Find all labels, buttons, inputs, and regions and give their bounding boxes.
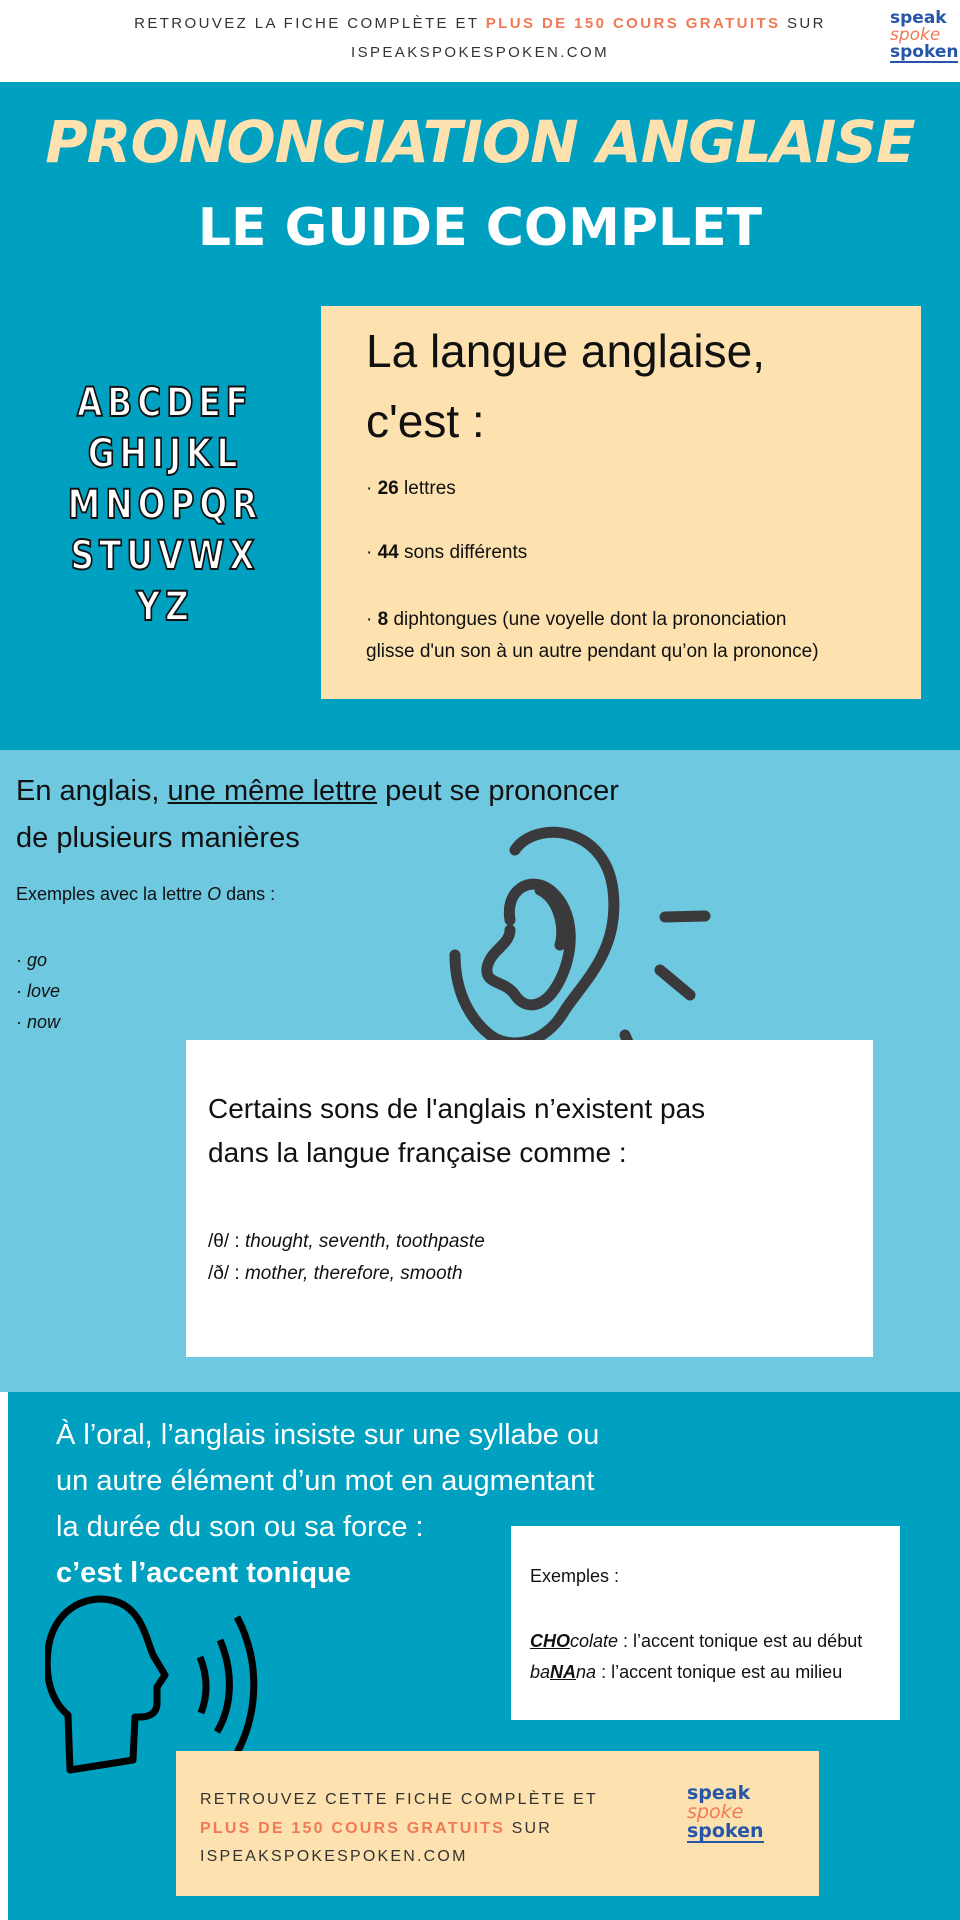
banner-url[interactable]: ISPEAKSPOKESPOKEN.COM [351,44,609,61]
label-text: Exemples avec la lettre [16,884,208,904]
phoneme-words: thought, seventh, toothpaste [244,1231,485,1252]
example-word: · go [16,950,48,970]
bullet: · [366,542,378,563]
fact-number: 44 [377,542,399,563]
alphabet-row: YZ [136,584,194,630]
intro-text: de plusieurs manières [16,822,300,854]
phoneme-item [208,1263,463,1285]
fact-text: sons différents [398,542,528,563]
intro-underline: une même lettre [167,775,378,807]
footer-banner [176,1751,819,1896]
facts-title-line: c'est : [366,395,485,447]
logo-spoke: spoke [687,1801,744,1823]
intro-text: peut se prononcer [377,775,619,807]
footer-line-2 [200,1820,552,1838]
stress-line: À l’oral, l’anglais insiste sur une syllabe ou [56,1419,600,1451]
footer-highlight: PLUS DE 150 COURS GRATUITS [200,1820,505,1837]
banner-text: SUR [780,15,826,32]
stress-example [530,1662,842,1683]
stress-line: un autre élément d’un mot en augmentant [56,1465,595,1497]
bullet: · [366,478,378,499]
example-letter: O [207,884,222,904]
facts-title [366,316,765,456]
stressed-syllable: CHO [530,1631,570,1651]
brand-logo[interactable] [890,10,958,63]
example-word: · now [16,1012,61,1032]
page-title: PRONONCIATION ANGLAISE [45,108,915,176]
alphabet-row: STUVWX [70,533,260,579]
footer-text: SUR [504,1820,552,1837]
logo-spoken: spoken [890,42,959,62]
phoneme-symbol: /θ/ : [208,1231,245,1252]
example-desc: : l’accent tonique est au début [618,1631,863,1651]
fact-item [366,478,456,500]
page-subtitle: LE GUIDE COMPLET [197,198,763,258]
phoneme-symbol: /ð/ : [208,1263,245,1284]
footer-url[interactable]: ISPEAKSPOKESPOKEN.COM [200,1848,468,1865]
syllable: ba [530,1662,551,1682]
logo-spoken: spoken [687,1820,764,1842]
footer-text: RETROUVEZ CETTE FICHE COMPLÈTE ET [200,1791,598,1808]
logo-speak: speak [890,8,947,28]
label-text: dans : [221,884,276,904]
stress-conclusion: c’est l’accent tonique [56,1557,351,1589]
intro-text: En anglais, [16,775,168,807]
stress-examples-card [511,1526,900,1720]
banner-line-1 [0,15,960,32]
fact-text: lettres [398,478,456,499]
fact-item [366,542,527,564]
fact-number: 26 [377,478,399,499]
alphabet-row: MNOPQR [67,482,263,528]
brand-logo[interactable] [687,1784,764,1843]
facts-title-line: La langue anglaise, [366,325,765,377]
bullet: · [366,609,378,630]
example-word: · love [16,981,61,1001]
logo-spoke: spoke [890,25,941,45]
sounds-card [186,1040,873,1357]
logo-speak: speak [687,1782,751,1804]
stress-line: la durée du son ou sa force : [56,1511,424,1543]
phoneme-words: mother, therefore, smooth [244,1263,463,1284]
example-desc: : l’accent tonique est au milieu [596,1662,843,1682]
fact-text: diphtongues (une voyelle dont la prononciation [388,609,787,630]
sounds-line: dans la langue française comme : [208,1137,627,1168]
alphabet-row: ABCDEF [76,380,254,426]
alphabet-illustration [40,378,290,633]
top-banner [0,0,960,82]
fact-item [366,604,819,668]
speaking-head-icon [45,1595,285,1775]
stressed-syllable: NA [550,1662,577,1682]
banner-highlight: PLUS DE 150 COURS GRATUITS [485,15,781,32]
fact-text: glisse d'un son à un autre pendant qu’on la prononce) [366,641,819,662]
syllable: colate [570,1631,619,1651]
stress-example [530,1631,862,1652]
syllable: na [576,1662,597,1682]
phoneme-item [208,1231,485,1253]
sounds-intro [208,1087,705,1175]
alphabet-row: GHIJKL [87,431,243,477]
letters-examples-label [16,884,275,905]
fact-number: 8 [377,609,389,630]
banner-text: RETROUVEZ LA FICHE COMPLÈTE ET [134,15,486,32]
sounds-line: Certains sons de l'anglais n’existent pas [208,1093,706,1124]
examples-label: Exemples : [530,1566,620,1586]
facts-card [321,306,921,699]
